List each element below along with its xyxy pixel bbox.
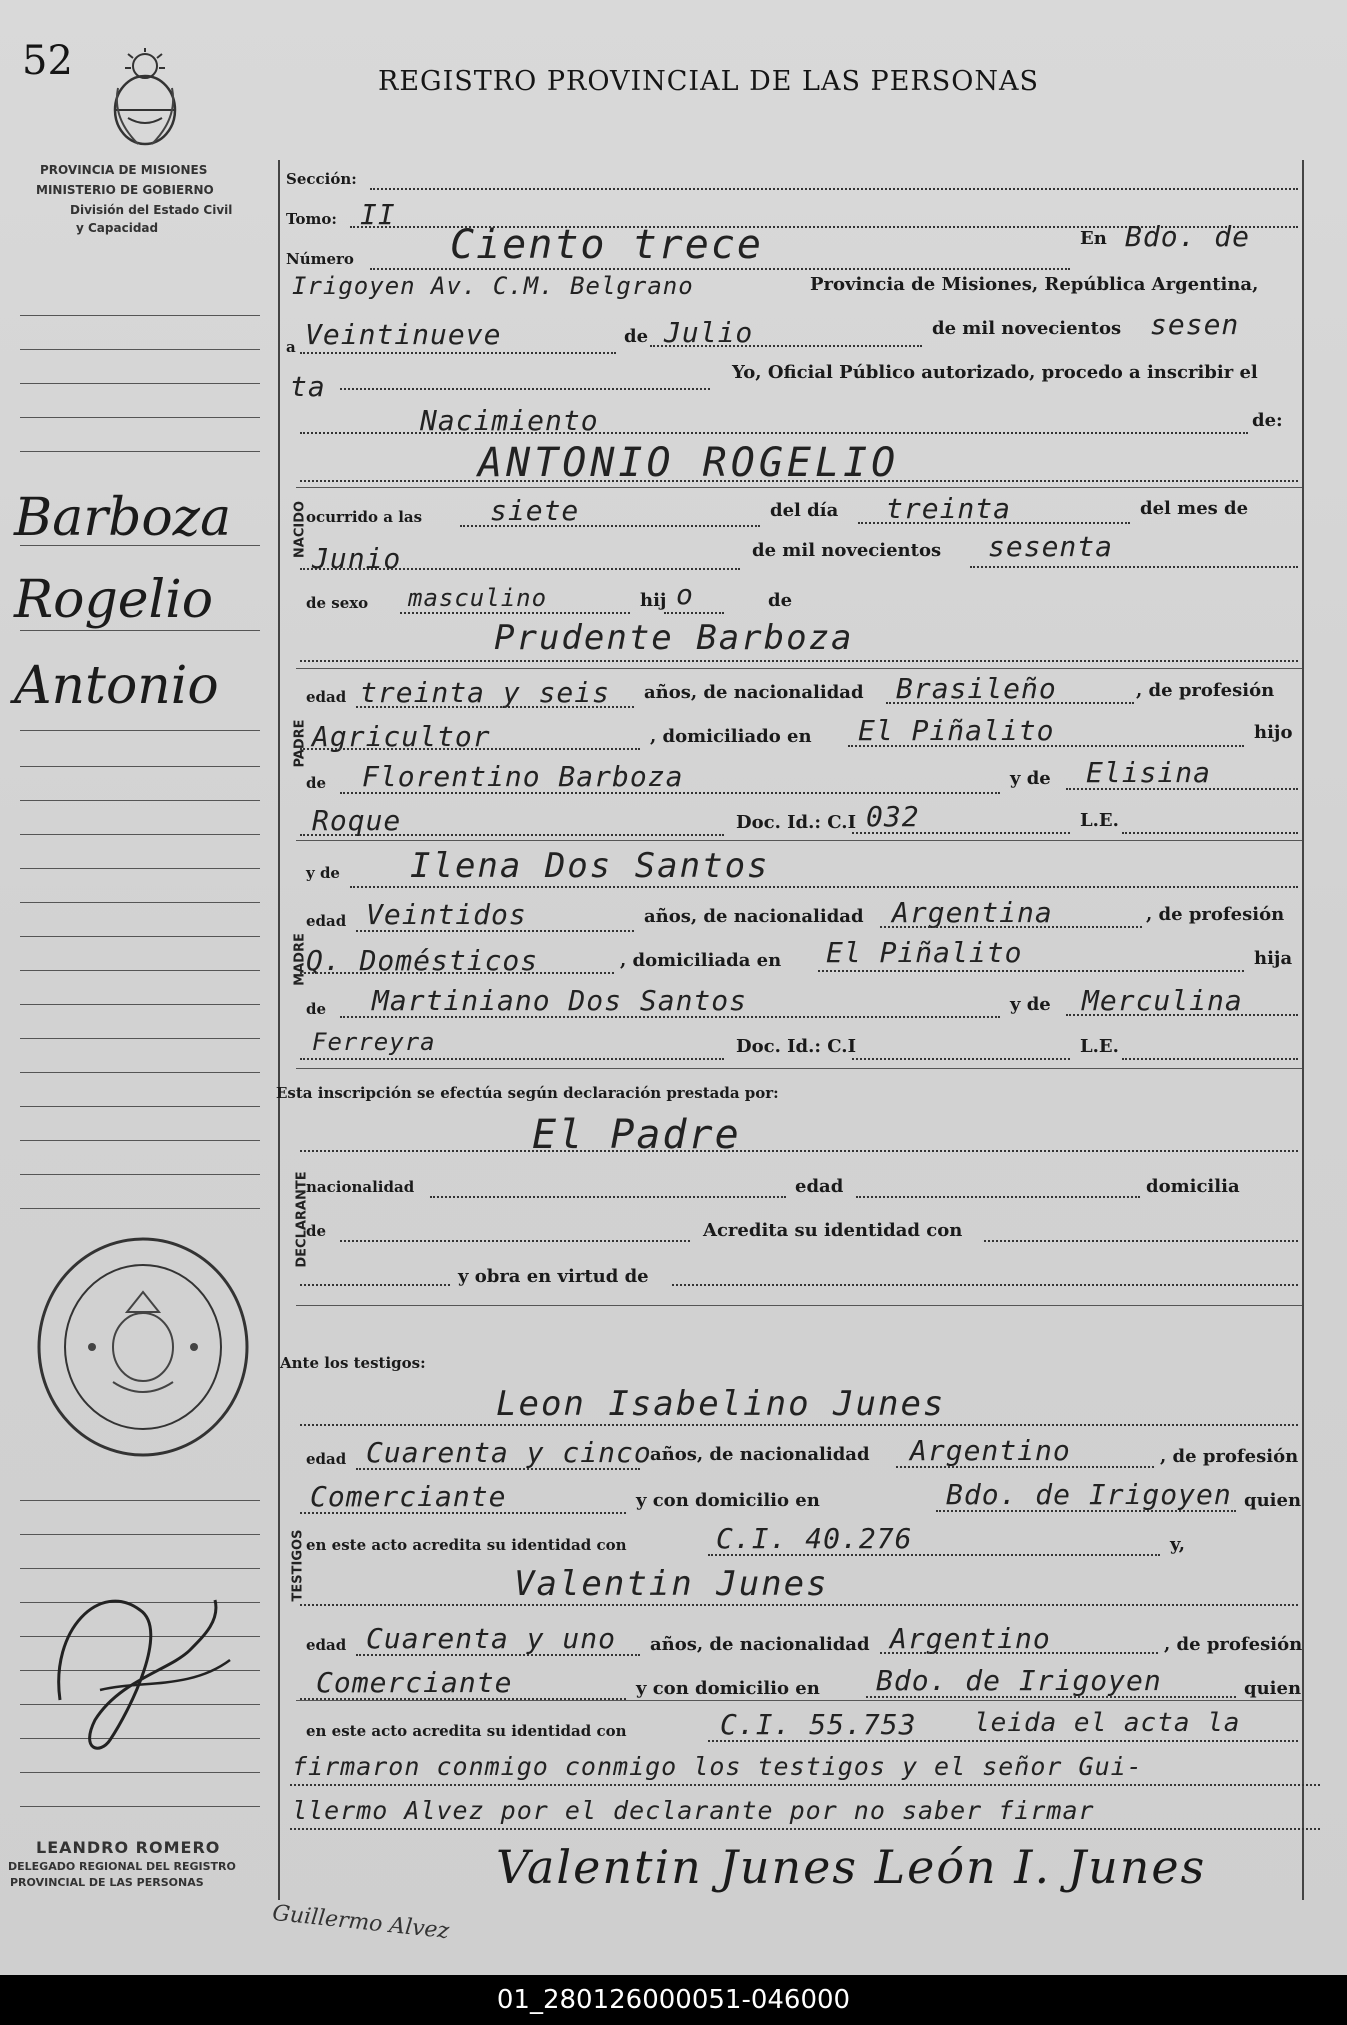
field-line [356, 1654, 640, 1656]
label-ante-testigos: Ante los testigos: [280, 1354, 426, 1372]
field-line [340, 792, 1000, 794]
field-line [300, 352, 616, 354]
field-line [1066, 788, 1298, 790]
label-con-domicilio-t2: y con domicilio en [636, 1678, 820, 1699]
label-edad-decl: edad [795, 1176, 844, 1197]
field-line [340, 1016, 1000, 1018]
value-tomo: II [360, 198, 396, 231]
field-line [650, 345, 922, 347]
label-profesion-t2: , de profesión [1164, 1634, 1303, 1655]
field-line [300, 972, 614, 974]
label-provincia: Provincia de Misiones, República Argentina, [810, 274, 1259, 295]
section-divider [296, 840, 1302, 841]
field-line [852, 832, 1070, 834]
margin-signature-icon [40, 1540, 250, 1760]
label-edad-t2: edad [306, 1636, 347, 1654]
label-testigos: TESTIGOS [290, 1529, 306, 1602]
field-line [936, 1510, 1236, 1512]
officer-name: LEANDRO ROMERO [36, 1838, 221, 1857]
label-hijo: hijo [1254, 722, 1293, 743]
field-line [300, 834, 724, 836]
label-numero: Número [286, 250, 354, 268]
margin-rule [20, 349, 260, 350]
label-le-padre: L.E. [1080, 810, 1119, 831]
value-testigo1-edad: Cuarenta y cinco [366, 1436, 652, 1469]
label-y-de-madre-2: y de [1010, 994, 1051, 1015]
label-edad-padre: edad [306, 688, 347, 706]
value-anio-b: ta [290, 370, 326, 403]
ministry-line-4: y Capacidad [76, 221, 159, 235]
margin-rule [20, 868, 260, 869]
officer-title-2: PROVINCIAL DE LAS PERSONAS [10, 1876, 204, 1889]
label-declarante: DECLARANTE [294, 1171, 310, 1268]
value-cierre-b: firmaron conmigo conmigo los testigos y el señor Gui- [292, 1752, 1143, 1781]
label-y-de-padre: y de [1010, 768, 1051, 789]
field-line [300, 1604, 1298, 1606]
field-line [430, 1196, 786, 1198]
field-line [858, 522, 1130, 524]
value-acto: Nacimiento [420, 404, 599, 437]
value-dia: Veintinueve [305, 318, 502, 351]
section-divider [296, 1305, 1302, 1306]
label-obra: y obra en virtud de [458, 1266, 649, 1287]
value-mes: Julio [664, 316, 754, 349]
value-padre-abuelo: Florentino Barboza [362, 760, 684, 793]
field-line [856, 1196, 1140, 1198]
label-de: de [624, 326, 649, 347]
margin-rule [20, 315, 260, 316]
field-line [300, 660, 1298, 662]
margin-rule [20, 1038, 260, 1039]
label-a: a [286, 338, 296, 356]
field-line [852, 1058, 1070, 1060]
value-testigo2-domicilio: Bdo. de Irigoyen [876, 1664, 1162, 1697]
field-line [886, 702, 1134, 704]
field-line [1066, 1014, 1298, 1016]
label-y-de-madre: y de [306, 864, 340, 882]
label-con-domicilio-t1: y con domicilio en [636, 1490, 820, 1511]
field-line [300, 1284, 450, 1286]
value-padre-abuela-b: Roque [312, 804, 402, 837]
margin-rule [20, 1772, 260, 1773]
margin-rule [20, 800, 260, 801]
margin-rule [20, 902, 260, 903]
value-madre-abuelo: Martiniano Dos Santos [372, 984, 748, 1017]
value-hij-suffix: o [676, 578, 694, 611]
label-le-madre: L.E. [1080, 1036, 1119, 1057]
page-number: 52 [22, 38, 73, 84]
value-testigo1-nacionalidad: Argentino [910, 1434, 1071, 1467]
label-en-este-acto-t1: en este acto acredita su identidad con [306, 1536, 627, 1554]
value-testigo1-nombre: Leon Isabelino Junes [496, 1384, 946, 1424]
value-anio-a: sesen [1150, 308, 1240, 341]
label-anos-nac-madre: años, de nacionalidad [644, 906, 864, 927]
value-testigo2-nombre: Valentin Junes [514, 1564, 829, 1604]
field-line [896, 1466, 1154, 1468]
ministry-line-1: PROVINCIA DE MISIONES [40, 163, 208, 177]
label-edad-madre: edad [306, 912, 347, 930]
value-padre-nombre: Prudente Barboza [494, 618, 854, 658]
value-madre-nacionalidad: Argentina [892, 896, 1053, 929]
field-line [300, 1698, 626, 1700]
label-de-2: de [768, 590, 793, 611]
label-doc-madre: Doc. Id.: C.I [736, 1036, 856, 1057]
field-line [290, 1784, 1320, 1786]
field-line [708, 1740, 1298, 1742]
value-declarante: El Padre [532, 1112, 741, 1158]
label-tomo: Tomo: [286, 210, 337, 228]
margin-surname: Barboza [14, 488, 232, 548]
field-line [356, 930, 634, 932]
label-anos-nac-t1: años, de nacionalidad [650, 1444, 870, 1465]
margin-rule [20, 383, 260, 384]
officer-title-1: DELEGADO REGIONAL DEL REGISTRO [8, 1860, 236, 1873]
signature-secondary: Guillermo Alvez [271, 1900, 451, 1945]
label-en-decl: de [306, 1222, 327, 1240]
margin-rule [20, 1174, 260, 1175]
value-madre-abuela-a: Merculina [1082, 984, 1243, 1017]
field-line [350, 886, 1298, 888]
value-padre-abuela-a: Elisina [1086, 756, 1212, 789]
value-testigo1-domicilio: Bdo. de Irigoyen [946, 1478, 1232, 1511]
label-acredita: Acredita su identidad con [703, 1220, 963, 1241]
field-line [818, 970, 1244, 972]
margin-rule [20, 1106, 260, 1107]
field-line [848, 745, 1244, 747]
value-testigo2-nacionalidad: Argentino [890, 1622, 1051, 1655]
label-ocurrido: ocurrido a las [306, 508, 423, 526]
value-testigo2-edad: Cuarenta y uno [366, 1622, 617, 1655]
label-nacido: NACIDO [292, 500, 308, 559]
value-en: Bdo. de [1125, 220, 1251, 253]
margin-rule [20, 1004, 260, 1005]
value-padre-nacionalidad: Brasileño [896, 672, 1057, 705]
field-line [300, 748, 640, 750]
label-sexo: de sexo [306, 594, 369, 612]
value-testigo2-profesion: Comerciante [316, 1666, 513, 1699]
field-line [1122, 832, 1298, 834]
label-hija: hija [1254, 948, 1293, 969]
value-testigo2-doc: C.I. 55.753 [720, 1708, 917, 1741]
field-line [290, 1828, 1320, 1830]
label-de-abuelo-madre: de [306, 1000, 327, 1018]
label-mil-novecientos-2: de mil novecientos [752, 540, 942, 561]
field-line [460, 525, 760, 527]
margin-rule [20, 766, 260, 767]
section-divider [296, 668, 1302, 669]
label-seccion: Sección: [286, 170, 357, 188]
margin-rule [20, 1806, 260, 1807]
margin-rule [20, 1208, 260, 1209]
label-declaracion: Esta inscripción se efectúa según declaración prestada por: [276, 1084, 779, 1102]
margin-rule [20, 970, 260, 971]
field-line [880, 926, 1142, 928]
margin-name-2: Antonio [14, 656, 219, 716]
value-madre-domicilio: El Piñalito [826, 936, 1023, 969]
label-y-comma: y, [1170, 1534, 1186, 1555]
margin-rule [20, 730, 260, 731]
ministry-line-3: División del Estado Civil [70, 203, 233, 217]
label-padre: PADRE [292, 719, 308, 768]
margin-rule [20, 1140, 260, 1141]
label-anos-nac-t2: años, de nacionalidad [650, 1634, 870, 1655]
official-seal-icon [32, 1232, 254, 1462]
label-edad-t1: edad [306, 1450, 347, 1468]
field-line [340, 1240, 690, 1242]
label-profesion-t1: , de profesión [1160, 1446, 1299, 1467]
label-del-mes: del mes de [1140, 498, 1249, 519]
field-line [370, 188, 1298, 190]
value-numero: Ciento trece [450, 222, 763, 268]
margin-rule [20, 1534, 260, 1535]
value-nombre: ANTONIO ROGELIO [478, 440, 900, 486]
margin-rule [20, 451, 260, 452]
field-line [708, 1554, 1160, 1556]
label-de-colon: de: [1252, 410, 1283, 431]
field-line [866, 1696, 1236, 1698]
value-testigo1-profesion: Comerciante [310, 1480, 507, 1513]
value-sexo: masculino [408, 584, 548, 612]
section-divider [296, 1068, 1302, 1069]
section-divider [296, 1700, 1302, 1701]
value-testigo1-doc: C.I. 40.276 [716, 1522, 913, 1555]
label-domiciliado: , domiciliado en [650, 726, 812, 747]
value-hora: siete [490, 494, 580, 527]
label-domicilia-decl: domicilia [1146, 1176, 1240, 1197]
field-line [300, 1150, 1298, 1152]
section-divider [296, 487, 1302, 488]
value-cierre-c: llermo Alvez por el declarante por no saber firmar [292, 1796, 1095, 1825]
document-title: REGISTRO PROVINCIAL DE LAS PERSONAS [378, 66, 1040, 97]
label-domiciliada: , domiciliada en [620, 950, 782, 971]
value-padre-doc: 032 [866, 800, 920, 833]
label-anos-nac-padre: años, de nacionalidad [644, 682, 864, 703]
value-lugar: Irigoyen Av. C.M. Belgrano [292, 272, 694, 300]
field-line [356, 1468, 640, 1470]
value-mes-nac: Junio [312, 542, 402, 575]
margin-name-1: Rogelio [14, 570, 214, 630]
field-line [984, 1240, 1298, 1242]
field-line [664, 612, 724, 614]
value-dia-nac: treinta [886, 492, 1012, 525]
value-madre-edad: Veintidos [366, 898, 527, 931]
field-line [370, 268, 1070, 270]
label-del-dia: del día [770, 500, 839, 521]
label-profesion-madre: , de profesión [1146, 904, 1285, 925]
value-padre-domicilio: El Piñalito [858, 714, 1055, 747]
label-nacionalidad-decl: nacionalidad [306, 1178, 415, 1196]
field-line [880, 1652, 1158, 1654]
document-code-bar: 01_280126000051-046000 [0, 1975, 1347, 2025]
field-line [300, 1058, 724, 1060]
value-padre-edad: treinta y seis [360, 676, 611, 709]
value-madre-abuela-b: Ferreyra [312, 1028, 436, 1056]
margin-rule [20, 1072, 260, 1073]
signature-main: Valentin Junes León I. Junes [496, 1840, 1207, 1894]
value-madre-profesion: Q. Domésticos [306, 944, 539, 977]
label-en: En [1080, 228, 1107, 249]
field-line [300, 568, 740, 570]
field-line [1122, 1058, 1298, 1060]
value-padre-profesion: Agricultor [312, 720, 491, 753]
field-line [300, 1424, 1298, 1426]
label-de-abuelo: de [306, 774, 327, 792]
field-line [340, 388, 710, 390]
margin-rule [20, 834, 260, 835]
label-doc-padre: Doc. Id.: C.I [736, 812, 856, 833]
label-hij: hij [640, 590, 667, 611]
label-madre: MADRE [292, 933, 308, 986]
field-line [300, 1512, 626, 1514]
label-mil-novecientos: de mil novecientos [932, 318, 1122, 339]
margin-rule [20, 1500, 260, 1501]
field-line [356, 706, 634, 708]
field-line [300, 480, 1298, 482]
label-quien-t1: quien [1244, 1490, 1302, 1511]
value-madre-nombre: Ilena Dos Santos [410, 846, 770, 886]
field-line [400, 612, 630, 614]
field-line [300, 432, 1248, 434]
field-line [672, 1284, 1298, 1286]
label-yo-oficial: Yo, Oficial Público autorizado, procedo a inscribir el [732, 362, 1258, 383]
label-en-este-acto-t2: en este acto acredita su identidad con [306, 1722, 627, 1740]
value-anio-nac: sesenta [988, 530, 1114, 563]
ministry-line-2: MINISTERIO DE GOBIERNO [36, 183, 214, 197]
coat-of-arms-icon [108, 48, 182, 148]
margin-rule [20, 630, 260, 631]
value-cierre-a: leida el acta la [974, 1708, 1241, 1738]
label-profesion-padre: , de profesión [1136, 680, 1275, 701]
field-line [970, 566, 1298, 568]
margin-rule [20, 936, 260, 937]
margin-rule [20, 417, 260, 418]
label-quien-t2: quien [1244, 1678, 1302, 1699]
